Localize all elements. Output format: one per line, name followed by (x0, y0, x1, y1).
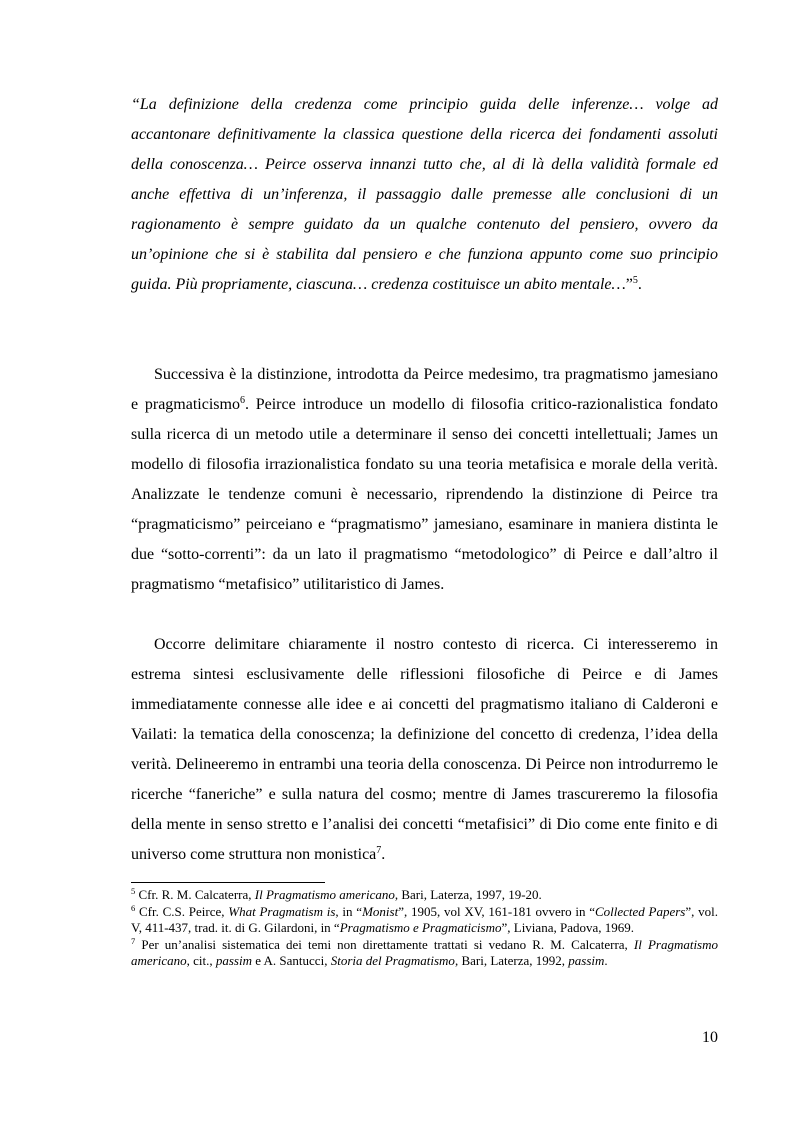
footnote-work-title: Storia del Pragmatismo (330, 953, 455, 968)
page-number: 10 (702, 1029, 718, 1046)
footnote-text: , in “ (335, 903, 363, 919)
footnote-separator (131, 882, 325, 883)
block-quote (131, 90, 718, 300)
footnote-work-title: What Pragmatism is (228, 903, 336, 919)
footnote-text: ”, vol. V, 411-437, trad. it. di G. Gilardoni, in “ (131, 903, 719, 935)
paragraph-1 (131, 360, 718, 600)
footnote-work-title: Monist (362, 903, 399, 919)
footnote-text: ”, 1905, vol XV, 161-181 ovvero in “ (398, 903, 595, 919)
footnote-text: , Bari, Laterza, 1992, (454, 953, 569, 968)
footnote-7 (131, 937, 718, 970)
quote-end-period: . (637, 276, 642, 293)
footnote-work-title: Il Pragmatismo americano (254, 887, 395, 902)
footnote-number: 6 (131, 902, 136, 913)
footnote-6 (131, 904, 718, 937)
footnote-text: Cfr. C.S. Peirce, (135, 903, 229, 919)
quote-closing-mark: ” (625, 276, 633, 293)
footnote-number: 5 (131, 886, 136, 896)
footnote-ref-6[interactable]: 6 (239, 395, 245, 406)
footnote-work-title: Pragmatismo e Pragmaticismo (339, 920, 502, 935)
footnote-number: 7 (131, 935, 136, 946)
footnote-work-title: passim (568, 953, 605, 968)
paragraph-1-text-b: . Peirce introduce un modello di filosofia critico-razionalistica fondato sulla ricerca di un metodo utile a determinare il senso dei concetti intellettuali; James un modello di filosofia irrazionalistica fondato su una teoria metafisica e morale della verità. Analizzate le tendenze comuni è necessario, riprendendo la distinzione di Peirce tra “pragmaticismo” peirceiano e “pragmatismo” jamesiano, esaminare in maniera distinta le due “sotto-correnti”: da un lato il pragmatismo “metodologico” di Peirce e dall’altro il pragmatismo “metafisico” utilitaristico di James. (131, 396, 718, 593)
footnote-text: Cfr. R. M. Calcaterra, (135, 887, 255, 902)
footnote-work-title: Il Pragmatismo americano (131, 936, 719, 968)
footnote-work-title: passim (215, 953, 252, 968)
footnote-ref-5[interactable]: 5 (632, 275, 638, 286)
footnote-text: Per un’analisi sistematica dei temi non direttamente trattati si vedano R. M. Calcaterra, (135, 936, 634, 952)
quote-text: “La definizione della credenza come principio guida delle inferenze… volge ad accantonare definitivamente la classica questione della ricerca dei fondamenti assoluti della conoscenza… Peirce osserva innanzi tutto che, al di là della validità formale ed anche effettiva di un’inferenza, il passaggio dalle premesse alle conclusioni di un ragionamento è sempre guidato da un qualche contenuto del pensiero, ovvero da un’opinione che si è stabilita dal pensiero e che funziona appunto come suo principio guida. Più propriamente, ciascuna… credenza costituisce un abito mentale… (131, 96, 718, 293)
footnotes (131, 887, 718, 970)
paragraph-2-end-period: . (381, 846, 386, 863)
paragraph-1-text-a: Successiva è la distinzione, introdotta da Peirce medesimo, tra pragmatismo jamesiano e pragmaticismo (131, 366, 718, 413)
footnote-text: ”, Liviana, Padova, 1969. (501, 920, 634, 935)
footnote-text: e A. Santucci, (251, 953, 331, 968)
footnote-5 (131, 887, 718, 904)
footnote-work-title: Collected Papers (594, 903, 686, 919)
paragraph-2-text: Occorre delimitare chiaramente il nostro contesto di ricerca. Ci interesseremo in estrema sintesi esclusivamente delle riflessioni filosofiche di Peirce e di James immediatamente connesse alle idee e ai concetti del pragmatismo italiano di Calderoni e Vailati: la tematica della conoscenza; la definizione del concetto di credenza, l’idea della verità. Delineeremo in entrambi una teoria della conoscenza. Di Peirce non introdurremo le ricerche “faneriche” e sulla natura del cosmo; mentre di James trascureremo la filosofia della mente in senso stretto e l’analisi dei concetti “metafisici” di Dio come ente finito e di universo come struttura non monistica (131, 636, 718, 863)
footnote-text: . (604, 953, 608, 968)
footnote-text: , Bari, Laterza, 1997, 19-20. (394, 887, 542, 902)
footnote-ref-7[interactable]: 7 (376, 845, 382, 856)
footnote-text: , cit., (186, 953, 216, 968)
paragraph-2 (131, 630, 718, 870)
